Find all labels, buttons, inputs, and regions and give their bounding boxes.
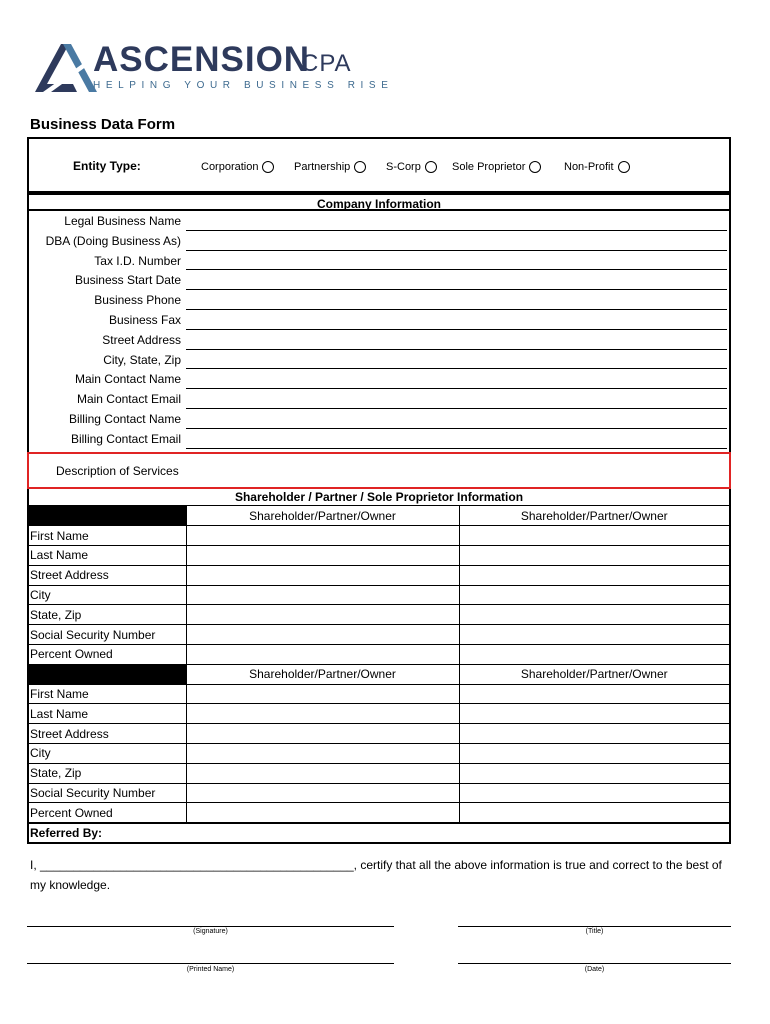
owner-field-input[interactable] [186,546,459,566]
owner-field-input[interactable] [186,744,459,764]
owner-field-label: Social Security Number [29,783,186,803]
header-filler [29,506,186,526]
company-field-row [29,310,729,330]
owner-field-input[interactable] [186,645,459,665]
owner-field-input[interactable] [186,684,459,704]
owner-field-input[interactable] [459,526,729,546]
owner-field-input[interactable] [459,704,729,724]
table-row [29,565,729,585]
entity-option-partnership[interactable]: Partnership [294,161,366,173]
table-row [29,645,729,665]
company-field-label: City, State, Zip [103,352,181,367]
company-field-label: Business Phone [94,293,181,308]
owner-field-label: Social Security Number [29,625,186,645]
owner-field-label: Street Address [29,565,186,585]
table-row [29,625,729,645]
company-field-row [29,231,729,251]
owner-field-input[interactable] [459,585,729,605]
company-field-input[interactable] [186,448,727,449]
table-row [29,585,729,605]
title-label: (Title) [585,928,604,935]
radio-icon[interactable] [425,161,437,173]
owner-field-input[interactable] [459,625,729,645]
company-field-row [29,350,729,370]
company-field-label: Billing Contact Name [68,411,181,426]
radio-icon[interactable] [354,161,366,173]
owner-field-input[interactable] [186,783,459,803]
radio-icon[interactable] [618,161,630,173]
table-row [29,704,729,724]
entity-option-non-profit[interactable]: Non-Profit [564,161,630,173]
owner-field-input[interactable] [186,585,459,605]
form-title: Business Data Form [30,116,176,133]
company-field-label: Legal Business Name [64,214,181,228]
owner-field-input[interactable] [186,565,459,585]
table-row [29,526,729,546]
owner-field-input[interactable] [459,684,729,704]
table-row [29,605,729,625]
owner-field-input[interactable] [459,546,729,566]
owner-column-header: Shareholder/Partner/Owner [459,506,729,526]
owner-field-label: City [29,744,186,764]
entity-option-corporation[interactable]: Corporation [201,161,274,173]
table-row [29,744,729,764]
owner-column-header: Shareholder/Partner/Owner [186,664,459,684]
owner-field-input[interactable] [459,783,729,803]
company-field-row [29,389,729,409]
owner-field-input[interactable] [459,744,729,764]
company-field-row [29,251,729,271]
printed-name-line[interactable] [27,963,394,964]
logo-tagline: HELPING YOUR BUSINESS RISE [93,80,394,91]
table-row [29,783,729,803]
owner-field-input[interactable] [459,645,729,665]
owner-field-input[interactable] [459,565,729,585]
description-of-services-field[interactable] [27,452,731,489]
company-field-label: DBA (Doing Business As) [45,233,181,248]
owner-field-input[interactable] [186,803,459,823]
owner-column-header: Shareholder/Partner/Owner [186,506,459,526]
owner-field-input[interactable] [186,724,459,744]
signature-line[interactable] [27,926,394,927]
company-field-label: Billing Contact Email [70,431,181,446]
company-field-row [29,290,729,310]
entity-type-section [27,137,731,193]
company-field-label: Main Contact Name [74,372,181,387]
company-field-label: Main Contact Email [76,392,181,407]
entity-option-sole-proprietor[interactable]: Sole Proprietor [452,161,541,173]
owner-field-input[interactable] [186,605,459,625]
company-logo [33,38,394,98]
shareholder-section [27,489,731,844]
header-filler [29,664,186,684]
owner-field-label: State, Zip [29,605,186,625]
table-row [29,763,729,783]
company-field-label: Street Address [102,332,181,347]
owner-field-input[interactable] [186,763,459,783]
certification-text: I, _______________________________________________, certify that all the above information is true and correct to the best of my knowledge. [30,858,722,892]
description-label: Description of Services [56,464,179,478]
logo-suffix: CPA [301,50,352,77]
owner-field-label: Percent Owned [29,803,186,823]
owner-field-label: First Name [29,684,186,704]
owner-header-row [29,664,729,684]
table-row [29,803,729,823]
owner-field-label: Percent Owned [29,645,186,665]
owner-header-row [29,506,729,526]
owner-field-input[interactable] [459,763,729,783]
owner-field-input[interactable] [459,724,729,744]
referred-by-label[interactable]: Referred By: [29,823,729,842]
owner-field-label: Last Name [29,546,186,566]
entity-type-label: Entity Type: [73,159,141,173]
radio-icon[interactable] [529,161,541,173]
company-field-label: Tax I.D. Number [94,253,181,268]
owner-field-label: Street Address [29,724,186,744]
printed-name-label: (Printed Name) [186,966,235,973]
logo-name: ASCENSION [93,40,311,79]
company-field-row [29,270,729,290]
company-information-heading: Company Information [29,193,729,211]
owner-field-label: City [29,585,186,605]
owner-field-input[interactable] [186,704,459,724]
company-field-row [29,429,729,449]
company-field-label: Business Fax [108,312,181,327]
company-field-row [29,330,729,350]
shareholder-table [29,506,729,823]
company-information-section [27,193,731,454]
owner-field-input[interactable] [459,605,729,625]
radio-icon[interactable] [262,161,274,173]
owner-column-header: Shareholder/Partner/Owner [459,664,729,684]
company-field-row [29,211,729,231]
table-row [29,724,729,744]
company-field-row [29,369,729,389]
shareholder-heading: Shareholder / Partner / Sole Proprietor Information [29,489,729,506]
entity-option-s-corp[interactable]: S-Corp [386,161,437,173]
owner-field-label: State, Zip [29,763,186,783]
company-field-label: Business Start Date [74,273,181,288]
table-row [29,684,729,704]
table-row [29,546,729,566]
owner-field-input[interactable] [459,803,729,823]
signature-label: (Signature) [193,928,228,935]
owner-field-label: First Name [29,526,186,546]
owner-field-label: Last Name [29,704,186,724]
title-line[interactable] [458,926,731,927]
date-line[interactable] [458,963,731,964]
date-label: (Date) [584,966,605,973]
owner-field-input[interactable] [186,526,459,546]
owner-field-input[interactable] [186,625,459,645]
company-field-row [29,409,729,429]
